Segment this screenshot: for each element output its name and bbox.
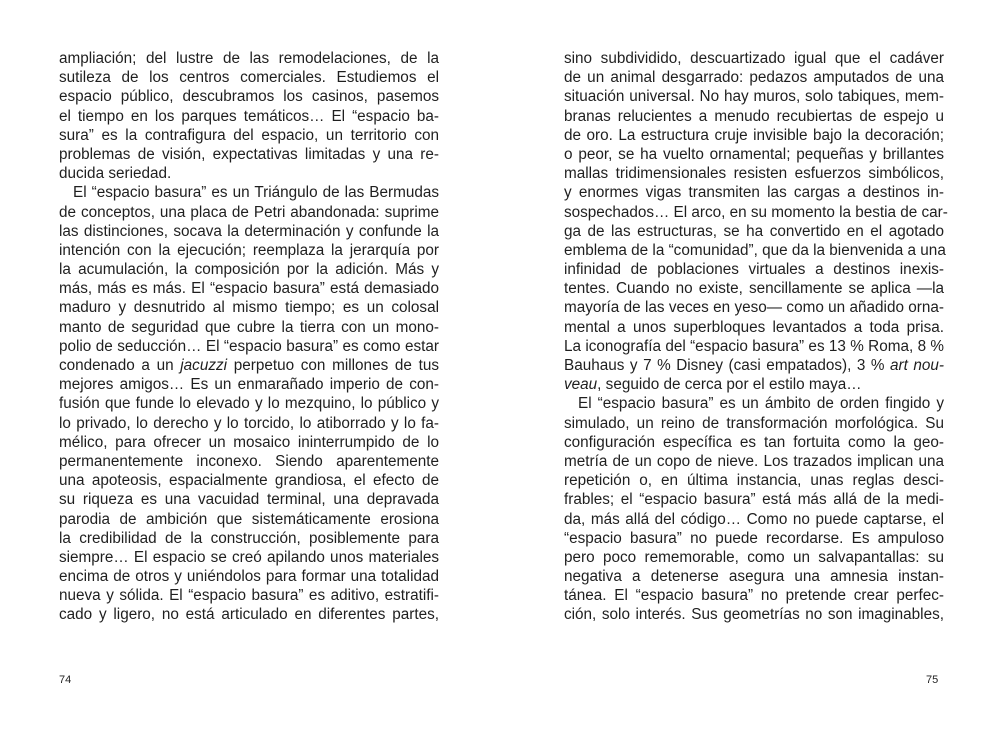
text-line: sospechados… El arco, en su momento la bestia de car- (564, 203, 948, 221)
text-line: metría de un copo de nieve. Los trazados implican una (564, 452, 944, 470)
text-line: tentes. Cuando no existe, sencillamente se aplica —la (564, 280, 944, 298)
text-line: de conceptos, una placa de Petri abandonada: suprime (59, 203, 439, 221)
right-page-body (564, 49, 948, 625)
text-line: simulado, un reino de transformación morfológica. Su (564, 414, 944, 432)
text-line: sura” es la contrafigura del espacio, un territorio con (59, 126, 439, 144)
italic-term: jacuzzi (180, 357, 228, 374)
text-line: “espacio basura” no puede recordarse. Es ampuloso (564, 529, 944, 547)
left-page-body (59, 49, 439, 625)
text-line: o peor, se ha vuelto ornamental; pequeñas y brillantes (564, 145, 944, 163)
italic-term: art nou- (890, 357, 945, 374)
text-line: negativa a detenerse asegura una amnesia instan- (564, 568, 944, 586)
text-line: ción, solo interés. Sus geometrías no son imaginables, (564, 606, 944, 624)
text-line: mélico, para ofrecer un mosaico ininterrumpido de lo (59, 433, 439, 451)
text-line: sutileza de los centros comerciales. Estudiemos el (59, 69, 439, 87)
text-segment: perpetuo con millones de tus (227, 357, 439, 374)
text-line: emblema de la “comunidad”, que da la bienvenida a una (564, 241, 946, 259)
text-line: su riqueza es una vacuidad terminal, una depravada (59, 491, 439, 509)
text-line (59, 356, 439, 375)
text-segment: Bauhaus y 7 % Disney (casi empatados), 3 % (564, 357, 891, 374)
text-line: una apoteosis, espacialmente grandiosa, el efecto de (59, 472, 439, 490)
text-line: la credibilidad de la construcción, posiblemente para (59, 529, 439, 547)
text-line: La iconografía del “espacio basura” es 13 % Roma, 8 % (564, 337, 944, 355)
text-line: ducida seriedad. (59, 165, 172, 183)
text-line: cado y ligero, no está articulado en diferentes partes, (59, 606, 439, 624)
text-line: situación universal. No hay muros, solo tabiques, mem- (564, 88, 944, 106)
text-line (564, 356, 944, 375)
text-line: maduro y desnutrido al mismo tiempo; es un colosal (59, 299, 439, 317)
text-line: y enormes vigas transmiten las cargas a destinos in- (564, 184, 944, 202)
text-line: pero poco rememorable, como un salvapantallas: su (564, 548, 944, 566)
text-line: infinidad de poblaciones virtuales a destinos inexis- (564, 261, 944, 279)
text-line: intención con la ejecución; reemplaza la jerarquía por (59, 241, 439, 259)
text-line: de oro. La estructura cruje invisible bajo la decoración; (564, 126, 944, 144)
text-line: tánea. El “espacio basura” no pretende crear perfec- (564, 587, 944, 605)
text-line: frables; el “espacio basura” está más allá de la medi- (564, 491, 944, 509)
text-line: ampliación; del lustre de las remodelaciones, de la (59, 50, 439, 67)
text-line: polio de seducción… El “espacio basura” es como estar (59, 337, 439, 355)
text-line: la acumulación, la composición por la adición. Más y (59, 261, 439, 279)
text-line: encima de otros y uniéndolos para formar una totalidad (59, 568, 439, 586)
text-line (564, 375, 944, 394)
text-line: branas relucientes a menudo recubiertas de espejo u (564, 107, 944, 125)
text-line: parodia de ambición que sistemáticamente erosiona (59, 510, 439, 528)
text-line: configuración específica es tan fortuita como la geo- (564, 433, 944, 451)
text-line: fusión que funde lo elevado y lo mezquino, lo público y (59, 395, 439, 413)
text-line: mental a unos superbloques levantados a toda prisa. (564, 318, 944, 336)
text-line: El “espacio basura” es un ámbito de orden fingido y (578, 395, 944, 413)
text-line: permanentemente inconexo. Siendo aparentemente (59, 452, 439, 470)
text-line: mallas tridimensionales resisten esfuerzos simbólicos, (564, 165, 944, 183)
page-number-right: 75 (926, 674, 939, 686)
text-line: El “espacio basura” es un Triángulo de las Bermudas (73, 184, 439, 202)
text-line: nueva y sólida. El “espacio basura” es aditivo, estratifi- (59, 587, 439, 605)
text-line: mayoría de las veces en yeso— como un añadido orna- (564, 299, 944, 317)
italic-term: veau (564, 376, 598, 394)
text-line: siempre… El espacio se creó apilando unos materiales (59, 548, 439, 566)
text-line: problemas de visión, expectativas limitadas y una re- (59, 145, 439, 163)
text-line: mejores amigos… Es un enmarañado imperio de con- (59, 376, 439, 394)
text-line: más, más es más. El “espacio basura” está demasiado (59, 280, 439, 298)
text-line: las distinciones, socava la determinación y confunde la (59, 222, 439, 240)
text-line: sino subdividido, descuartizado igual que el cadáver (564, 50, 944, 67)
right-page (500, 0, 1000, 750)
text-segment: , seguido de cerca por el estilo maya… (597, 376, 862, 394)
text-line: ga de las estructuras, se ha convertido en el agotado (564, 222, 944, 240)
text-line: el tiempo en los parques temáticos… El “espacio ba- (59, 107, 439, 125)
text-line: de un animal desgarrado: pedazos amputados de una (564, 69, 944, 87)
text-line: lo privado, lo derecho y lo torcido, lo atiborrado y lo fa- (59, 414, 439, 432)
text-line: espacio público, descubramos los casinos, pasemos (59, 88, 439, 106)
page-number-left: 74 (59, 674, 72, 686)
text-line: da, más allá del código… Como no puede captarse, el (564, 510, 944, 528)
text-line: repetición o, en última instancia, unas reglas desci- (564, 472, 944, 490)
text-line: manto de seguridad que cubre la tierra con un mono- (59, 318, 439, 336)
text-segment: condenado a un (59, 357, 181, 374)
